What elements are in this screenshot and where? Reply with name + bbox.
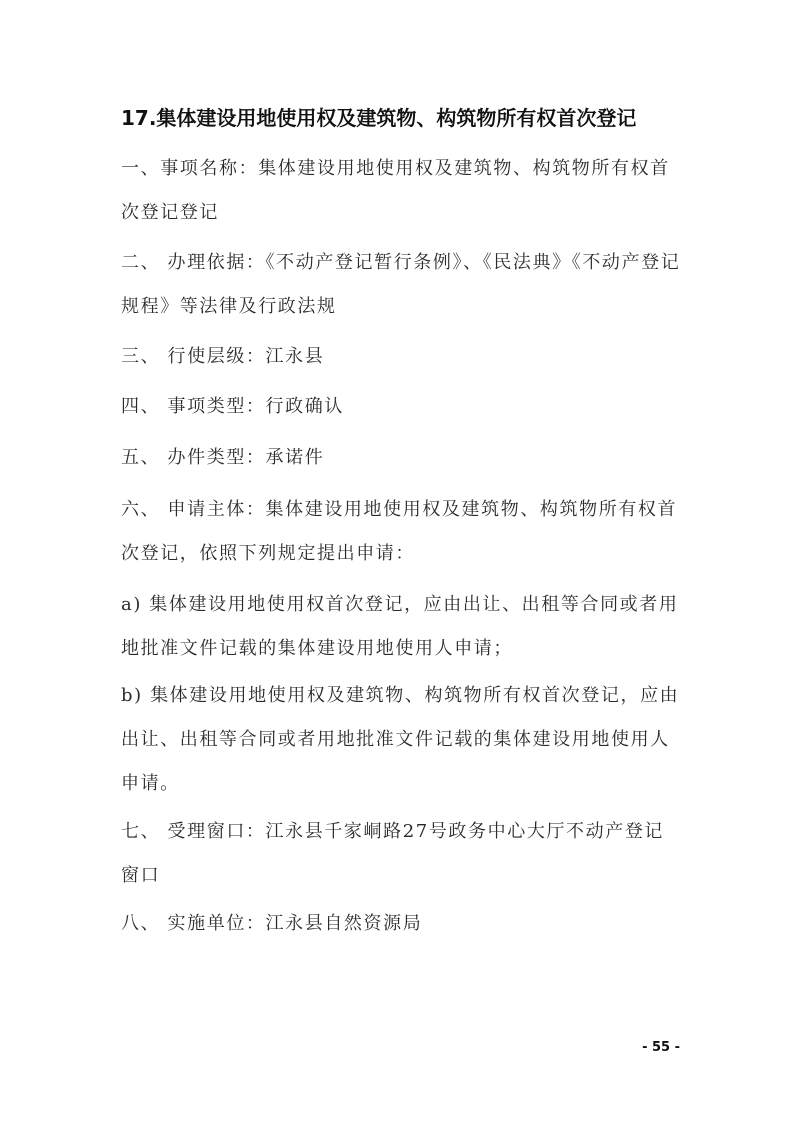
paragraph-item-a: a) 集体建设用地使用权首次登记，应由出让、出租等合同或者用地批准文件记载的集体建设用地使用人申请；	[121, 594, 679, 659]
paragraph-item-name: 一、事项名称：集体建设用地使用权及建筑物、构筑物所有权首次登记登记	[121, 158, 670, 223]
paragraph-legal-basis: 二、 办理依据：《不动产登记暂行条例》、《民法典》《不动产登记规程》等法律及行政法规	[121, 252, 681, 317]
page-number: - 55 -	[642, 1040, 680, 1055]
paragraph-level: 三、 行使层级：江永县	[121, 346, 325, 367]
paragraph-applicant: 六、 申请主体：集体建设用地使用权及建筑物、构筑物所有权首次登记，依照下列规定提出申请：	[121, 499, 678, 564]
paragraph-window: 七、 受理窗口：江永县千家峒路27号政务中心大厅不动产登记窗口	[121, 821, 665, 886]
paragraph-case-type: 五、 办件类型：承诺件	[121, 447, 325, 468]
paragraph-item-b: b) 集体建设用地使用权及建筑物、构筑物所有权首次登记，应由出让、出租等合同或者用地批准文件记载的集体建设用地使用人申请。	[121, 685, 680, 794]
paragraph-unit: 八、 实施单位：江永县自然资源局	[121, 913, 423, 934]
document-title: 17.集体建设用地使用权及建筑物、构筑物所有权首次登记	[121, 106, 637, 130]
paragraph-item-type: 四、 事项类型：行政确认	[121, 396, 344, 417]
